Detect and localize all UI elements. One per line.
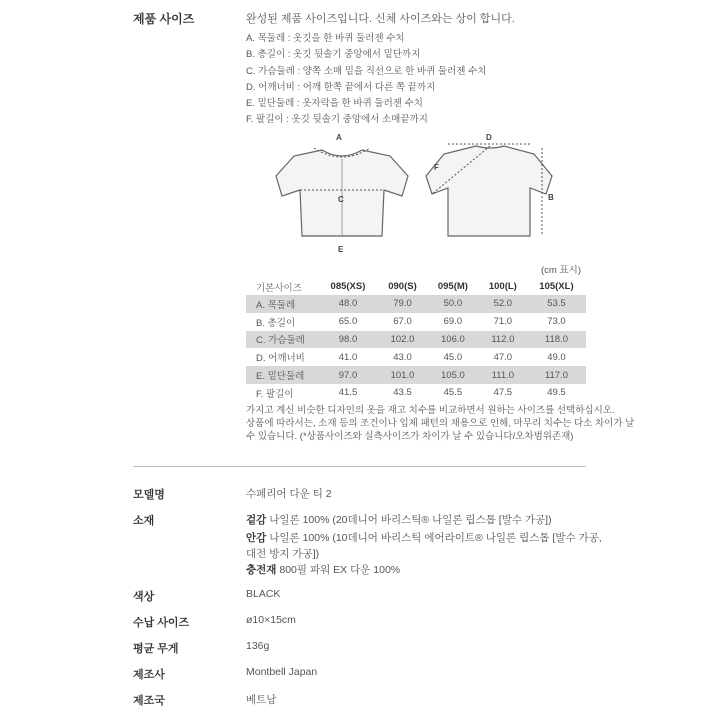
table-cell: 102.0 [378,331,427,349]
table-row [246,331,586,349]
back-view-diagram [420,128,560,256]
table-cell: 41.5 [318,384,378,402]
model-value: 수페리어 다운 티 2 [246,488,332,500]
compare-line: 상품에 따라서는, 소재 등의 조건이나 입체 패턴의 채용으로 인해, 마무리 치수는 다소 차이가 날 [246,418,635,429]
outer-value: 나일론 100% (20데니어 바리스틱® 나일론 립스톱 [발수 가공]) [269,514,552,526]
definition-item: B. 총길이 : 옷깃 뒷솔기 중앙에서 밑단까지 [246,49,421,61]
table-header-cell: 105(XL) [539,281,574,292]
table-cell: 48.0 [318,295,378,313]
size-table [246,278,586,402]
country-value: 베트남 [246,694,277,706]
table-header-cell: 기본사이즈 [256,282,302,294]
table-cell: B. 총길이 [246,313,318,331]
table-row [246,348,586,366]
table-row [246,366,586,384]
table-cell: 67.0 [378,313,427,331]
outer-key: 겉감 [246,514,267,526]
table-cell: 45.5 [427,384,479,402]
table-header-cell: 090(S) [388,281,417,292]
material-outer [246,512,552,527]
table-cell: 118.0 [527,331,586,349]
material-fill [246,562,400,577]
definition-item: D. 어깨너비 : 어깨 한쪽 끝에서 다른 쪽 끝까지 [246,81,436,93]
color-label: 색상 [133,591,155,603]
label-b: B [548,193,554,202]
front-view-diagram [272,128,412,260]
table-cell: 111.0 [479,366,527,384]
table-cell: 106.0 [427,331,479,349]
table-cell: 69.0 [427,313,479,331]
size-compare-note [246,404,634,443]
table-cell: 73.0 [527,313,586,331]
size-section-label: 제품 사이즈 [133,12,195,26]
size-intro-text: 완성된 제품 사이즈입니다. 신체 사이즈와는 상이 합니다. [246,13,515,25]
material-inner-cont: 대전 방지 가공]) [246,548,320,560]
weight-label: 평균 무게 [133,643,179,655]
table-cell: D. 어깨너비 [246,348,318,366]
table-row [246,384,586,402]
label-f: F [434,163,439,172]
table-cell: 49.0 [527,348,586,366]
color-value: BLACK [246,588,281,600]
table-cell: 105.0 [427,366,479,384]
inner-key: 안감 [246,532,267,544]
material-inner [246,530,602,545]
material-label: 소재 [133,515,155,527]
definition-item: C. 가슴둘레 : 양쪽 소매 밑을 직선으로 한 바퀴 둘러젠 수치 [246,65,487,77]
table-header-cell: 100(L) [488,281,517,292]
table-header-row [246,278,586,295]
compare-line: 수 있습니다. (*상품사이즈와 실측사이즈가 차이가 날 수 있습니다/오차범위존재) [246,431,574,442]
stuff-size-value: ø10×15cm [246,614,296,626]
table-cell: 112.0 [479,331,527,349]
table-cell: 71.0 [479,313,527,331]
table-cell: 117.0 [527,366,586,384]
table-cell: 53.5 [527,295,586,313]
table-cell: 43.5 [378,384,427,402]
table-header-cell: 085(XS) [330,281,366,292]
table-cell: E. 밑단둘레 [246,366,318,384]
maker-label: 제조사 [133,669,165,681]
table-cell: C. 가슴둘레 [246,331,318,349]
section-divider [133,466,586,467]
table-cell: 47.0 [479,348,527,366]
label-e: E [338,245,344,254]
table-cell: 49.5 [527,384,586,402]
unit-note: (cm 표시) [541,265,581,276]
table-cell: 47.5 [479,384,527,402]
table-row [246,313,586,331]
definition-list [246,31,486,129]
definition-item: E. 밑단둘레 : 옷자락을 한 바퀴 둘러젠 수치 [246,98,423,110]
weight-value: 136g [246,640,270,652]
fill-key: 충전재 [246,564,277,576]
model-label: 모델명 [133,489,165,501]
label-c: C [338,195,344,204]
table-row [246,295,586,313]
table-cell: 98.0 [318,331,378,349]
table-cell: 52.0 [479,295,527,313]
label-d: D [486,133,492,142]
definition-item: A. 목둘레 : 옷깃을 한 바퀴 둘러젠 수치 [246,33,405,44]
table-cell: 45.0 [427,348,479,366]
table-cell: 41.0 [318,348,378,366]
table-cell: 97.0 [318,366,378,384]
table-cell: 79.0 [378,295,427,313]
fill-value: 800필 파워 EX 다운 100% [279,564,401,576]
table-cell: 101.0 [378,366,427,384]
table-cell: A. 목둘레 [246,295,318,313]
table-header-cell: 095(M) [437,281,468,292]
maker-value: Montbell Japan [246,666,318,678]
compare-line: 가지고 계신 비슷한 디자인의 옷을 재고 치수를 비교하면서 원하는 사이즈를 선택하십시오. [246,405,615,416]
stuff-size-label: 수납 사이즈 [133,617,190,629]
table-cell: 43.0 [378,348,427,366]
table-cell: F. 팔길이 [246,384,318,402]
label-a: A [336,133,342,142]
definition-item: F. 팔길이 : 옷깃 뒷솔기 중앙에서 소매끝까지 [246,114,428,126]
table-cell: 50.0 [427,295,479,313]
inner-value: 나일론 100% (10데니어 바리스틱 에어라이트® 나일론 립스톱 [발수 가공, [269,532,602,544]
table-cell: 65.0 [318,313,378,331]
country-label: 제조국 [133,695,165,707]
